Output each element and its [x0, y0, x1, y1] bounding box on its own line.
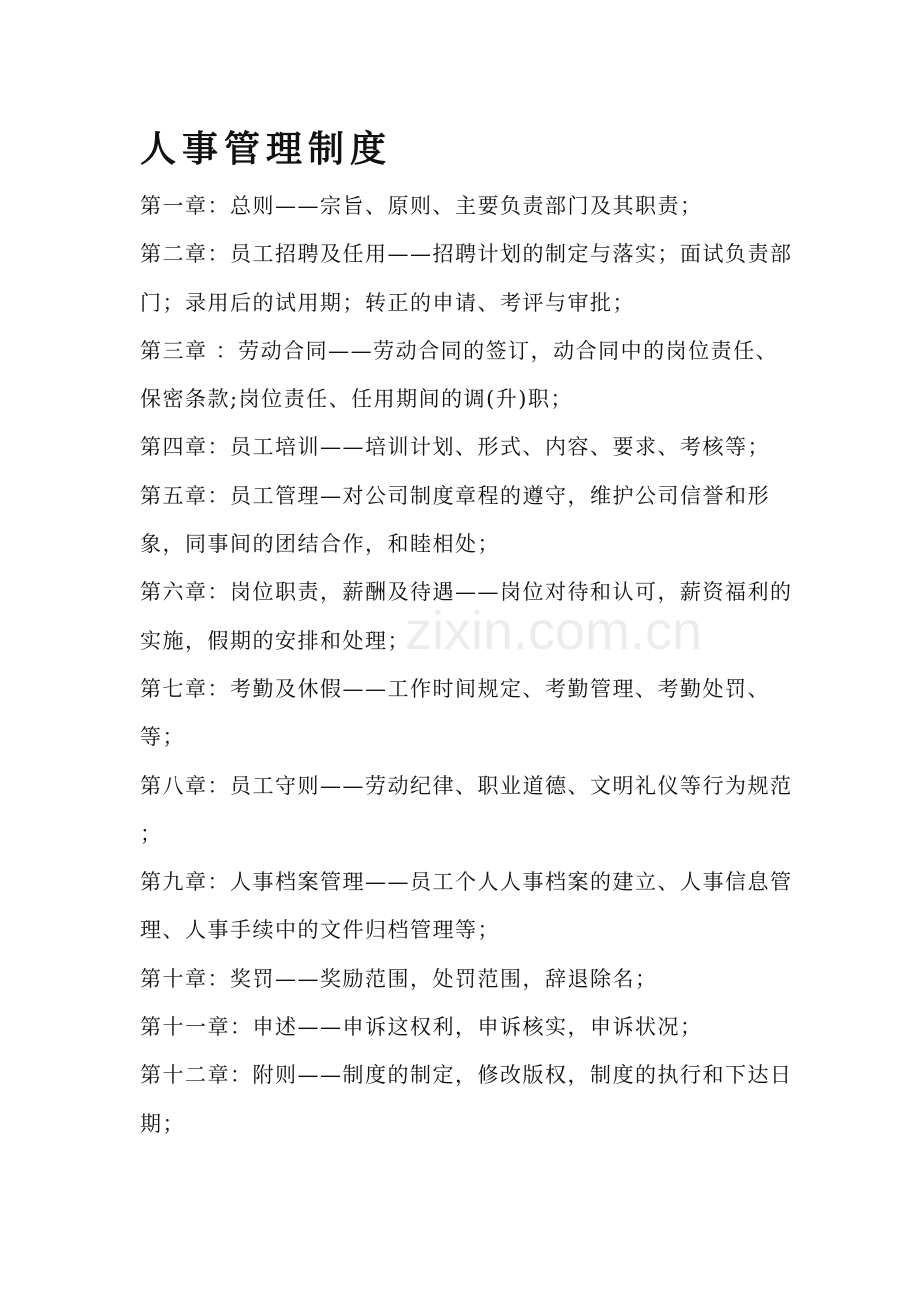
chapter-6: 第六章：岗位职责，薪酬及待遇——岗位对待和认可，薪资福利的实施，假期的安排和处理； — [140, 580, 793, 653]
chapter-8: 第八章：员工守则——劳动纪律、职业道德、文明礼仪等行为规范 ； — [140, 773, 793, 846]
chapter-5: 第五章：员工管理—对公司制度章程的遵守，维护公司信誉和形象，同事间的团结合作，和睦相处； — [140, 483, 770, 557]
chapter-2: 第二章：员工招聘及任用——招聘计划的制定与落实；面试负责部门；录用后的试用期；转正的申请、考评与审批； — [140, 242, 793, 315]
chapter-7: 第七章：考勤及休假——工作时间规定、考勤管理、考勤处罚、等； — [140, 676, 770, 750]
document-title: 人事管理制度 — [140, 128, 393, 170]
chapter-12: 第十二章：附则——制度的制定，修改版权，制度的执行和下达日期； — [140, 1063, 793, 1136]
chapter-4: 第四章：员工培训——培训计划、形式、内容、要求、考核等； — [140, 435, 770, 460]
chapter-10: 第十章：奖罚——奖励范围，处罚范围，辞退除名； — [140, 966, 658, 991]
chapter-9: 第九章：人事档案管理——员工个人人事档案的建立、人事信息管理、人事手续中的文件归档管理等； — [140, 870, 793, 943]
chapter-list — [140, 182, 800, 1148]
chapter-11: 第十一章：申述——申诉这权利，申诉核实，申诉状况； — [140, 1015, 703, 1040]
watermark-text: zixin.com.cn — [405, 601, 703, 661]
chapter-1: 第一章：总则——宗旨、原则、主要负责部门及其职责； — [140, 194, 703, 218]
chapter-3: 第三章 ：劳动合同——劳动合同的签订，动合同中的岗位责任、保密条款;岗位责任、任用期间的调(升)职； — [140, 338, 779, 412]
